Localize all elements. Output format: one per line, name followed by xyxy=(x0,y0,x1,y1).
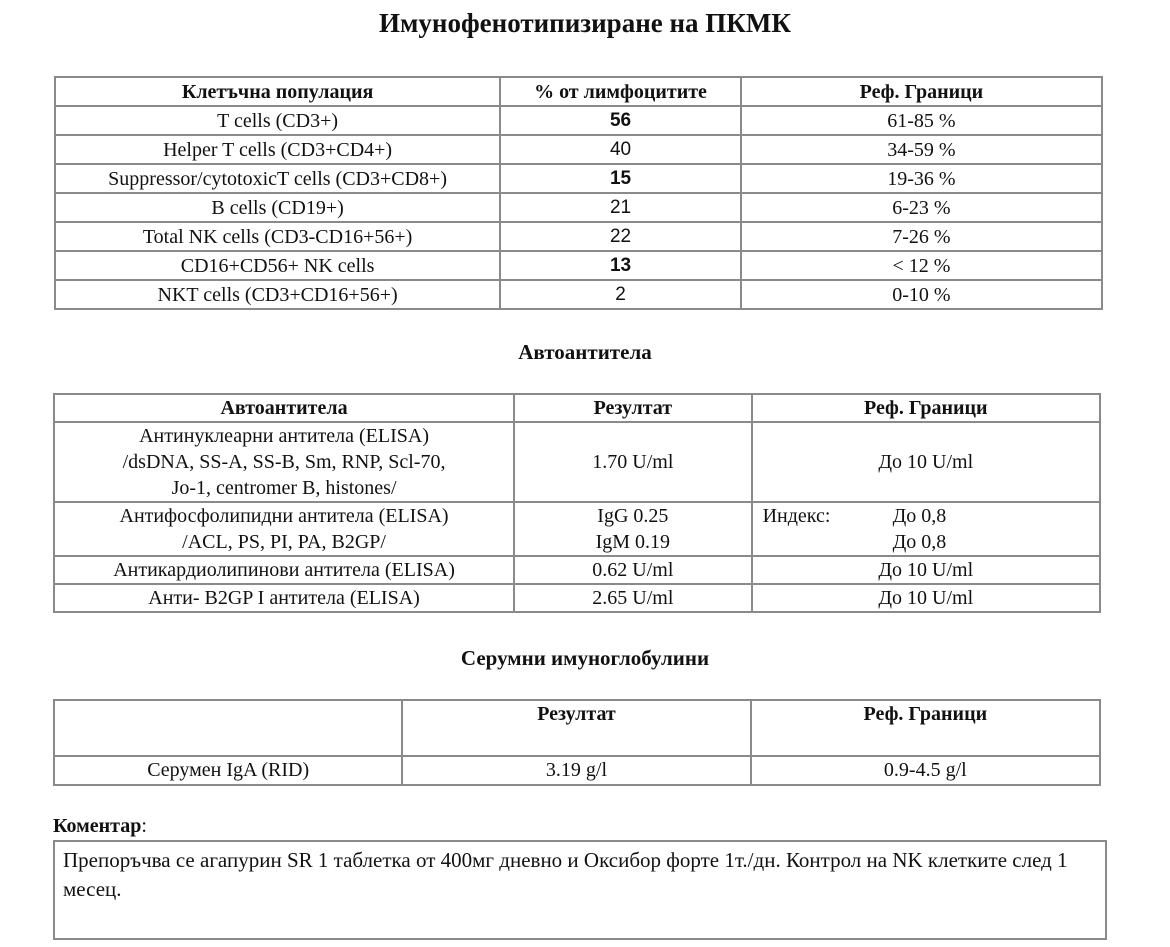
header-ref: Реф. Граници xyxy=(752,394,1100,422)
result-cell: 1.70 U/ml xyxy=(514,422,751,502)
ref-cell: 0-10 % xyxy=(741,280,1102,309)
percent-cell: 21 xyxy=(500,193,741,222)
result-cell: 2.65 U/ml xyxy=(514,584,751,612)
comment-label: Коментар: xyxy=(53,815,147,837)
percent-cell: 22 xyxy=(500,222,741,251)
result-cell: 3.19 g/l xyxy=(402,756,750,785)
header-ref: Реф. Граници xyxy=(751,700,1100,756)
table-row xyxy=(55,106,1102,135)
index-label: Индекс: xyxy=(762,505,831,527)
table-row xyxy=(55,251,1102,280)
header-result: Резултат xyxy=(514,394,751,422)
antibody-name-line: /ACL, PS, PI, PA, B2GP/ xyxy=(182,531,386,553)
table-header-row xyxy=(54,394,1100,422)
antibody-name-line: Jo-1, centromer B, histones/ xyxy=(171,477,397,499)
ref-cell: 34-59 % xyxy=(741,135,1102,164)
percent-cell: 15 xyxy=(500,164,741,193)
population-cell: CD16+CD56+ NK cells xyxy=(55,251,500,280)
autoantibodies-table xyxy=(53,393,1101,613)
header-population: Клетъчна популация xyxy=(55,77,500,106)
autoantibodies-title: Автоантитела xyxy=(518,340,652,364)
percent-cell: 13 xyxy=(500,251,741,280)
comment-box: Препоръчва се агапурин SR 1 таблетка от 400мг дневно и Оксибор форте 1т./дн. Контрол на NK клетките след 1 месец. xyxy=(53,840,1107,940)
immunophenotype-table xyxy=(54,76,1103,310)
result-cell xyxy=(514,502,751,556)
antibody-name-cell: Анти- B2GP I антитела (ELISA) xyxy=(54,584,514,612)
table-row xyxy=(54,756,1100,785)
antibody-name-line: Антифосфолипидни антитела (ELISA) xyxy=(119,505,449,527)
header-ref: Реф. Граници xyxy=(741,77,1102,106)
antibody-name-cell xyxy=(54,422,514,502)
population-cell: Total NK cells (CD3-CD16+56+) xyxy=(55,222,500,251)
antibody-name-line: /dsDNA, SS-A, SS-B, Sm, RNP, Scl-70, xyxy=(122,451,446,473)
ref-cell: 61-85 % xyxy=(741,106,1102,135)
page-title: Имунофенотипизиране на ПКМК xyxy=(379,8,791,38)
immunoglobulins-title: Серумни имуноглобулини xyxy=(460,646,710,670)
antibody-name-cell xyxy=(54,502,514,556)
header-percent: % от лимфоцитите xyxy=(500,77,741,106)
percent-cell: 2 xyxy=(500,280,741,309)
table-row xyxy=(54,556,1100,584)
ref-cell: < 12 % xyxy=(741,251,1102,280)
immunoglobulins-table xyxy=(53,699,1101,786)
ref-cell: 7-26 % xyxy=(741,222,1102,251)
ref-cell: До 10 U/ml xyxy=(752,584,1100,612)
table-row xyxy=(55,164,1102,193)
ref-cell: До 10 U/ml xyxy=(752,422,1100,502)
table-header-row xyxy=(54,700,1100,756)
table-row xyxy=(55,280,1102,309)
table-row xyxy=(54,502,1100,556)
table-row xyxy=(54,584,1100,612)
ref-cell: 6-23 % xyxy=(741,193,1102,222)
ref-cell: До 10 U/ml xyxy=(752,556,1100,584)
table-row xyxy=(54,422,1100,502)
population-cell: Suppressor/cytotoxicT cells (CD3+CD8+) xyxy=(55,164,500,193)
result-line-igg: IgG 0.25 xyxy=(597,505,669,527)
immunoglobulin-name-cell: Серумен IgA (RID) xyxy=(54,756,402,785)
table-row xyxy=(55,193,1102,222)
population-cell: Helper T cells (CD3+CD4+) xyxy=(55,135,500,164)
ref-cell: 0.9-4.5 g/l xyxy=(751,756,1100,785)
antibody-name-cell: Антикардиолипинови антитела (ELISA) xyxy=(54,556,514,584)
table-row xyxy=(55,222,1102,251)
percent-cell: 40 xyxy=(500,135,741,164)
table-row xyxy=(55,135,1102,164)
antibody-name-line: Антинуклеарни антитела (ELISA) xyxy=(139,425,429,447)
ref-line: До 0,8 xyxy=(892,531,947,553)
result-cell: 0.62 U/ml xyxy=(514,556,751,584)
table-header-row xyxy=(55,77,1102,106)
result-line-igm: IgM 0.19 xyxy=(595,531,671,553)
ref-cell: 19-36 % xyxy=(741,164,1102,193)
header-blank xyxy=(54,700,402,756)
ref-cell xyxy=(752,502,1100,556)
population-cell: B cells (CD19+) xyxy=(55,193,500,222)
ref-line: До 0,8 xyxy=(892,505,947,527)
header-autoantibody: Автоантитела xyxy=(54,394,514,422)
population-cell: NKT cells (CD3+CD16+56+) xyxy=(55,280,500,309)
percent-cell: 56 xyxy=(500,106,741,135)
population-cell: T cells (CD3+) xyxy=(55,106,500,135)
header-result: Резултат xyxy=(402,700,750,756)
